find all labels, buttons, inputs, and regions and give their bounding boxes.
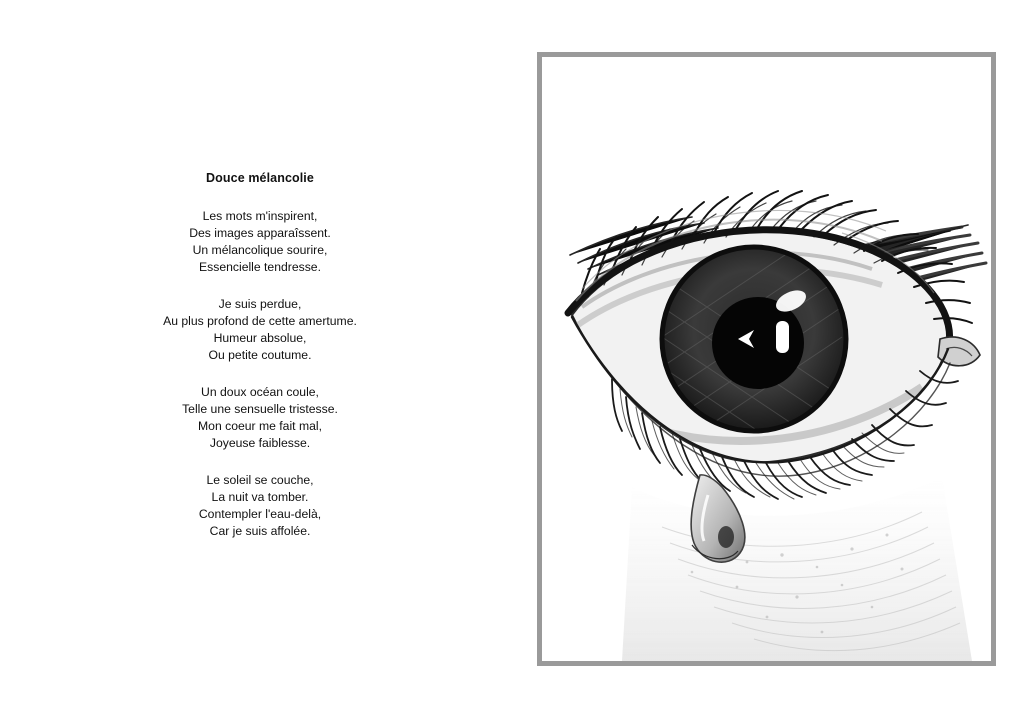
poem-line: Le soleil se couche, bbox=[206, 473, 314, 488]
poem-stanza bbox=[100, 384, 420, 452]
page-title: Douce mélancolie bbox=[206, 171, 314, 185]
artwork-frame bbox=[537, 52, 996, 666]
poem-line: Ou petite coutume. bbox=[208, 348, 312, 363]
poem-line: Essencielle tendresse. bbox=[199, 260, 321, 275]
poem-line: Car je suis affolée. bbox=[209, 524, 311, 539]
poem-line: Telle une sensuelle tristesse. bbox=[182, 402, 338, 417]
poem-stanza bbox=[100, 296, 420, 364]
poem-line: La nuit va tomber. bbox=[211, 490, 309, 505]
poem-line: Au plus profond de cette amertume. bbox=[163, 314, 357, 329]
poem-line: Des images apparaîssent. bbox=[189, 226, 331, 241]
poem-line: Les mots m'inspirent, bbox=[202, 209, 318, 224]
poem-line: Joyeuse faiblesse. bbox=[209, 436, 311, 451]
poem-line: Mon coeur me fait mal, bbox=[198, 419, 322, 434]
poem-block bbox=[100, 170, 420, 540]
poem-line: Contempler l'eau-delà, bbox=[198, 507, 322, 522]
eye-drawing-image bbox=[542, 57, 991, 661]
poem-line: Un doux océan coule, bbox=[201, 385, 319, 400]
poem-stanza bbox=[100, 472, 420, 540]
poem-line: Un mélancolique sourire, bbox=[192, 243, 328, 258]
poem-line: Je suis perdue, bbox=[218, 297, 302, 312]
poem-line: Humeur absolue, bbox=[213, 331, 307, 346]
poem-stanza bbox=[100, 208, 420, 276]
